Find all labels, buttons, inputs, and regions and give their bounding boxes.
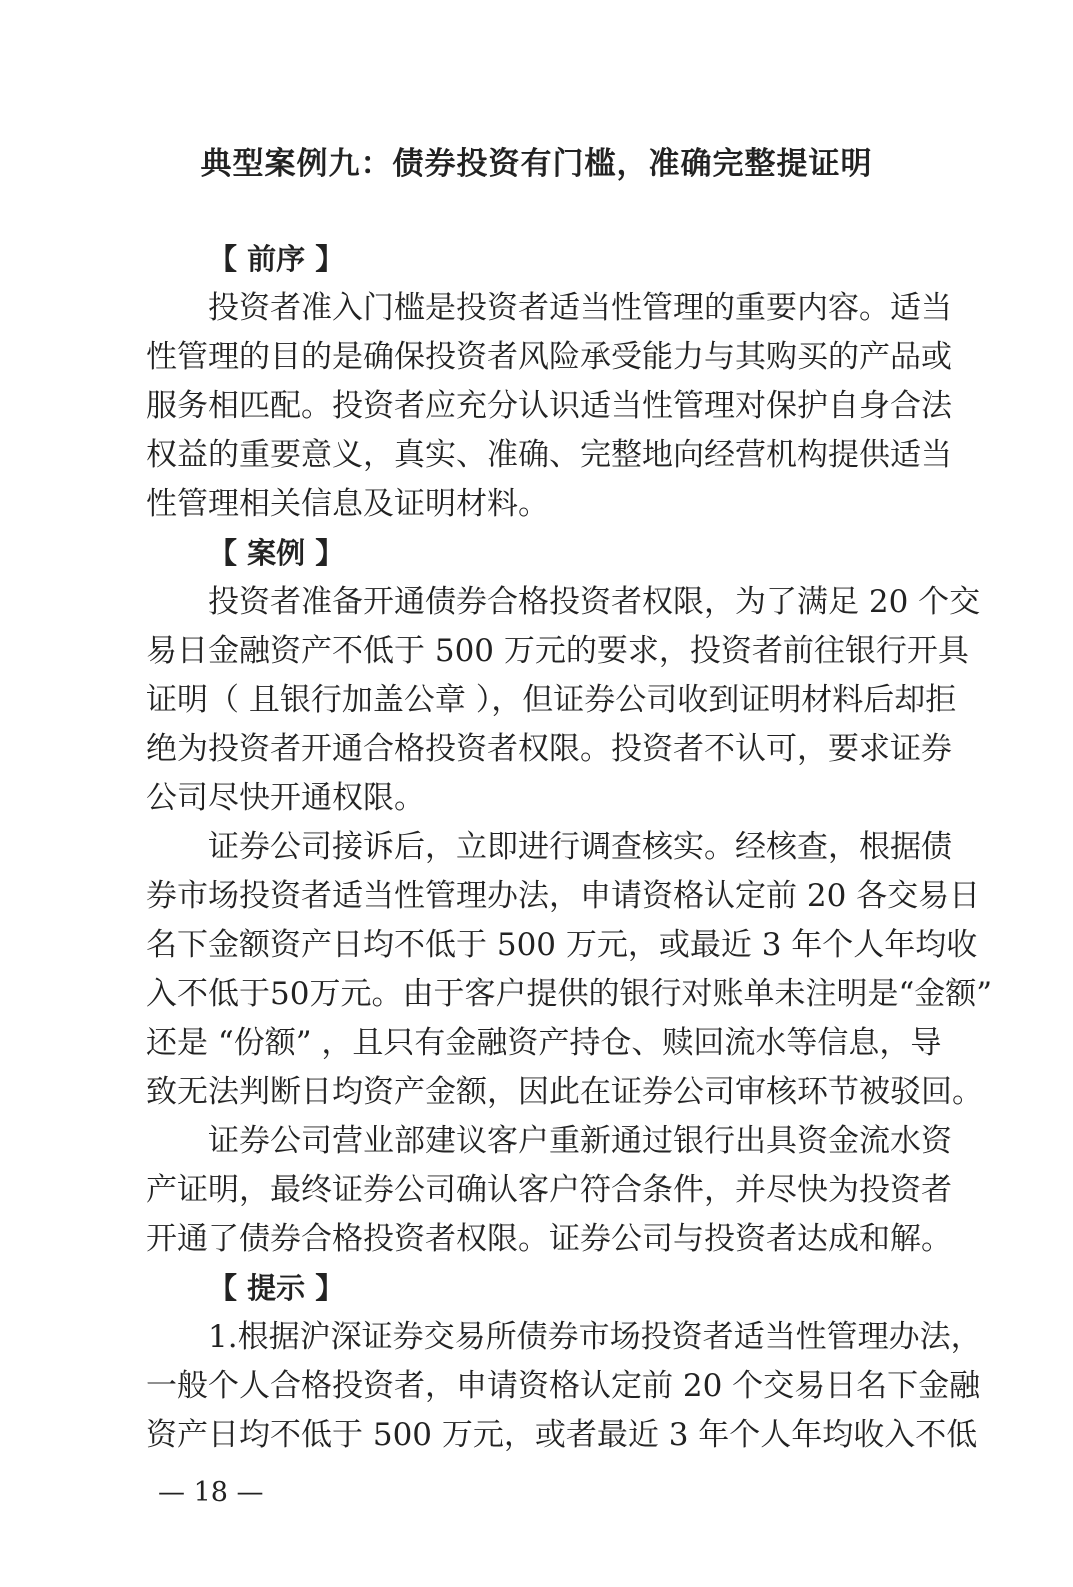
text-line: 权益的重要意义，真实、准确、完整地向经营机构提供适当	[146, 437, 952, 473]
text-line: 服务相匹配。投资者应充分认识适当性管理对保护自身合法	[146, 388, 952, 424]
text-line: 还是 “份额” ，且只有金融资产持仓、赎回流水等信息，导	[146, 1025, 942, 1061]
text-line: 证券公司营业部建议客户重新通过银行出具资金流水资	[208, 1123, 952, 1159]
text-line: 致无法判断日均资产金额，因此在证券公司审核环节被驳回。	[146, 1074, 983, 1110]
section-heading: 【 案例 】	[208, 536, 345, 570]
text-line: 投资者准入门槛是投资者适当性管理的重要内容。适当	[208, 290, 952, 326]
text-line: 性管理的目的是确保投资者风险承受能力与其购买的产品或	[146, 339, 952, 375]
text-line: 绝为投资者开通合格投资者权限。投资者不认可，要求证券	[146, 731, 952, 767]
section-heading: 【 提示 】	[208, 1271, 345, 1305]
text-line: 证明（ 且银行加盖公章 ），但证券公司收到证明材料后却拒	[146, 682, 957, 718]
text-line: 投资者准备开通债券合格投资者权限，为了满足 20 个交	[208, 584, 981, 620]
text-line: 名下金额资产日均不低于 500 万元，或最近 3 年个人年均收	[146, 927, 978, 963]
body-text	[146, 235, 993, 1460]
text-line: 产证明，最终证券公司确认客户符合条件，并尽快为投资者	[146, 1172, 952, 1208]
text-line: 开通了债券合格投资者权限。证券公司与投资者达成和解。	[146, 1221, 952, 1257]
text-line: 性管理相关信息及证明材料。	[146, 486, 549, 522]
text-line: 易日金融资产不低于 500 万元的要求，投资者前往银行开具	[146, 633, 969, 669]
text-line: 证券公司接诉后，立即进行调查核实。经核查，根据债	[208, 829, 952, 865]
page-number: — 18 —	[158, 1477, 264, 1508]
section-heading: 【 前序 】	[208, 242, 345, 276]
text-line: 公司尽快开通权限。	[146, 780, 425, 816]
text-line: 一般个人合格投资者，申请资格认定前 20 个交易日名下金融	[146, 1368, 981, 1404]
page-title: 典型案例九：债券投资有门槛，准确完整提证明	[200, 146, 873, 182]
text-line: 资产日均不低于 500 万元，或者最近 3 年个人年均收入不低	[146, 1417, 978, 1453]
text-line: 券市场投资者适当性管理办法，申请资格认定前 20 各交易日	[146, 878, 981, 914]
text-line: 1.根据沪深证券交易所债券市场投资者适当性管理办法，	[208, 1319, 982, 1355]
text-line: 入不低于50万元。由于客户提供的银行对账单未注明是“金额”	[146, 976, 993, 1012]
